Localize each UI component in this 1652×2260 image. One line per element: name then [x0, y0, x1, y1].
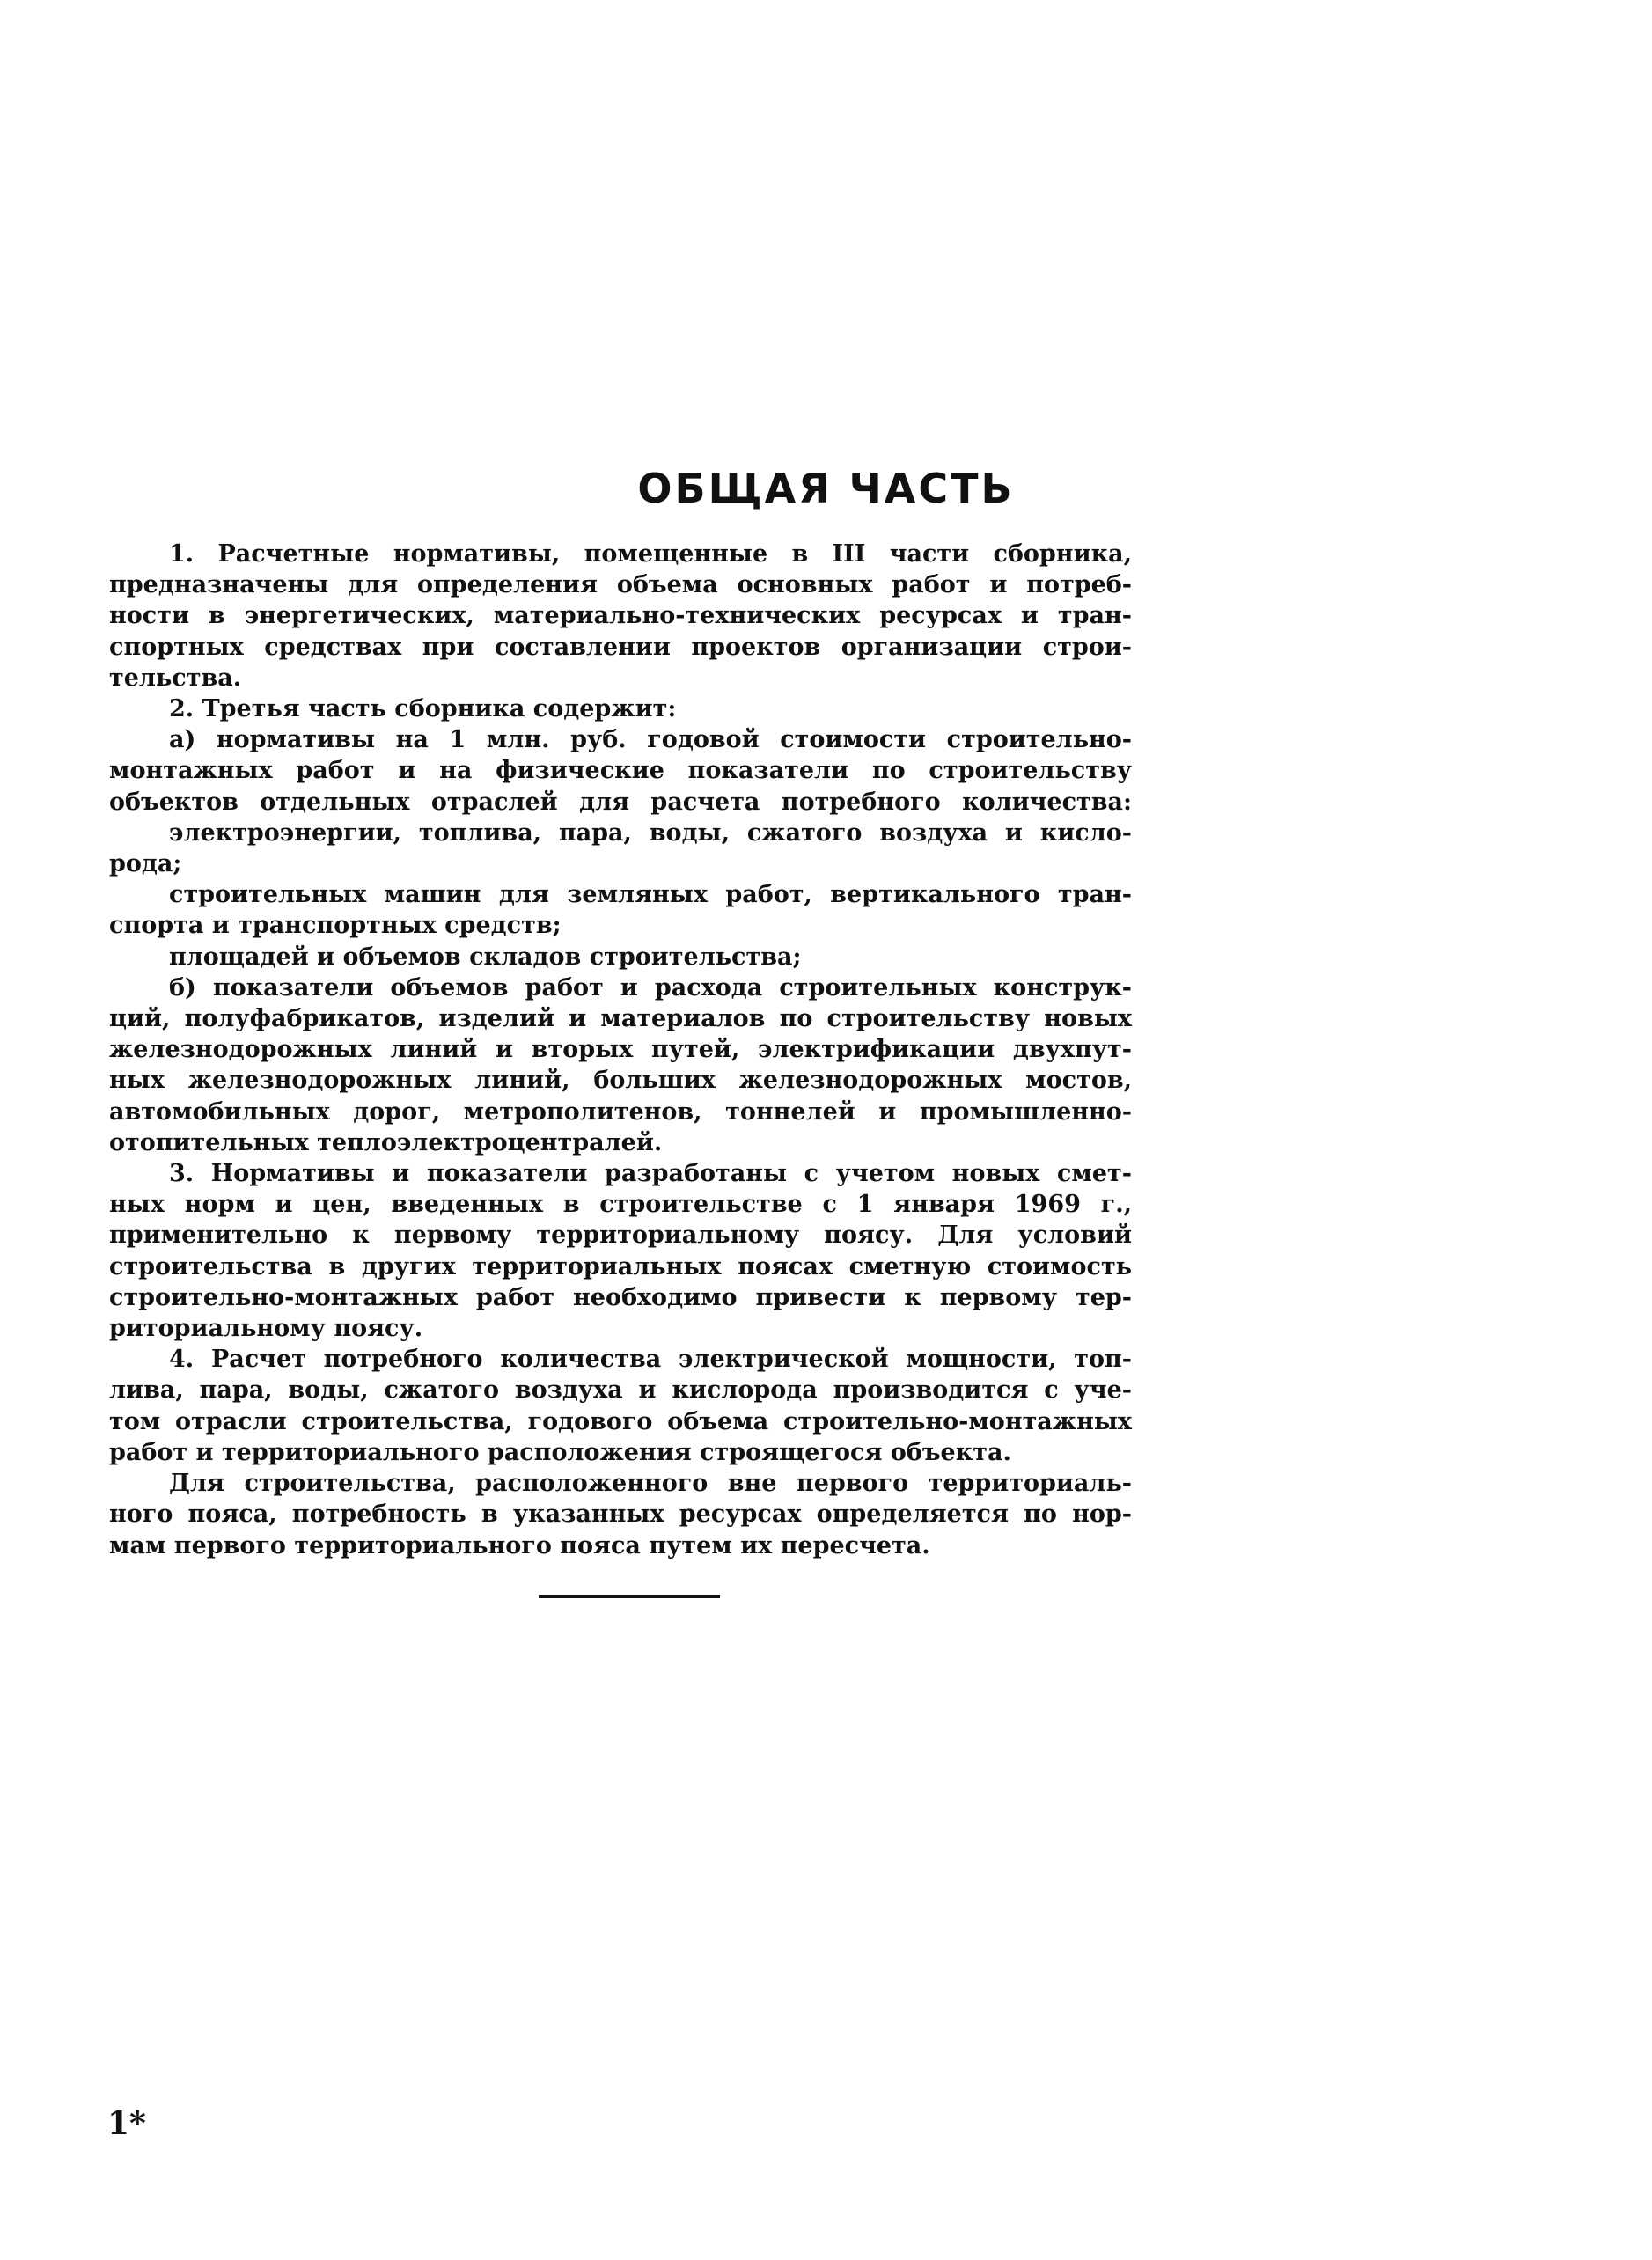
- page-number: 1*: [107, 2105, 146, 2142]
- text-line: автомобильных дорог, метрополитенов, тоннелей и промышленно-: [109, 1097, 1132, 1126]
- text-line: железнодорожных линий и вторых путей, электрификации двухпут-: [109, 1036, 1132, 1064]
- text-line: ного пояса, потребность в указанных ресурсах определяется по нор-: [109, 1501, 1132, 1529]
- text-line: отопительных теплоэлектроцентралей.: [109, 1128, 663, 1156]
- text-line: 1. Расчетные нормативы, помещенные в III части сборника,: [169, 540, 1132, 568]
- text-line: спортных средствах при составлении проектов организации строи-: [109, 633, 1132, 661]
- text-line: риториальному поясу.: [109, 1315, 423, 1343]
- text-line: строительных машин для земляных работ, вертикального тран-: [169, 881, 1132, 909]
- text-line: работ и территориального расположения строящегося объекта.: [109, 1438, 1011, 1466]
- text-line: ных железнодорожных линий, больших железнодорожных мостов,: [109, 1067, 1132, 1095]
- text-line: 3. Нормативы и показатели разработаны с учетом новых смет-: [169, 1160, 1132, 1188]
- text-line: строительно-монтажных работ необходимо привести к первому тер-: [109, 1283, 1132, 1311]
- text-line: б) показатели объемов работ и расхода строительных конструк-: [169, 973, 1132, 1002]
- text-line: предназначены для определения объема основных работ и потреб-: [109, 571, 1132, 599]
- section-separator: [539, 1595, 720, 1598]
- text-line: тельства.: [109, 664, 242, 692]
- text-line: мам первого территориального пояса путем их пересчета.: [109, 1531, 930, 1559]
- text-line: рода;: [109, 850, 182, 878]
- page-title: ОБЩАЯ ЧАСТЬ: [637, 465, 1015, 512]
- text-line: том отрасли строительства, годового объема строительно-монтажных: [109, 1407, 1132, 1435]
- text-line: спорта и транспортных средств;: [109, 912, 562, 940]
- text-line: площадей и объемов складов строительства;: [169, 943, 802, 971]
- text-line: 4. Расчет потребного количества электрической мощности, топ-: [169, 1346, 1132, 1374]
- text-line: ций, полуфабрикатов, изделий и материалов по строительству новых: [109, 1005, 1132, 1033]
- body-text: [109, 539, 1132, 1561]
- text-line: ных норм и цен, введенных в строительстве с 1 января 1969 г.,: [109, 1191, 1132, 1219]
- text-line: монтажных работ и на физические показатели по строительству: [109, 757, 1132, 785]
- text-line: электроэнергии, топлива, пара, воды, сжатого воздуха и кисло-: [169, 818, 1132, 847]
- text-line: а) нормативы на 1 млн. руб. годовой стоимости строительно-: [169, 726, 1132, 754]
- text-line: объектов отдельных отраслей для расчета потребного количества:: [109, 788, 1132, 816]
- text-line: ности в энергетических, материально-технических ресурсах и тран-: [109, 602, 1132, 630]
- text-line: применительно к первому территориальному поясу. Для условий: [109, 1222, 1132, 1250]
- text-line: Для строительства, расположенного вне первого территориаль-: [169, 1470, 1132, 1498]
- text-line: строительства в других территориальных поясах сметную стоимость: [109, 1252, 1132, 1280]
- text-line: 2. Третья часть сборника содержит:: [169, 695, 677, 723]
- text-line: лива, пара, воды, сжатого воздуха и кислорода производится с уче-: [109, 1376, 1132, 1405]
